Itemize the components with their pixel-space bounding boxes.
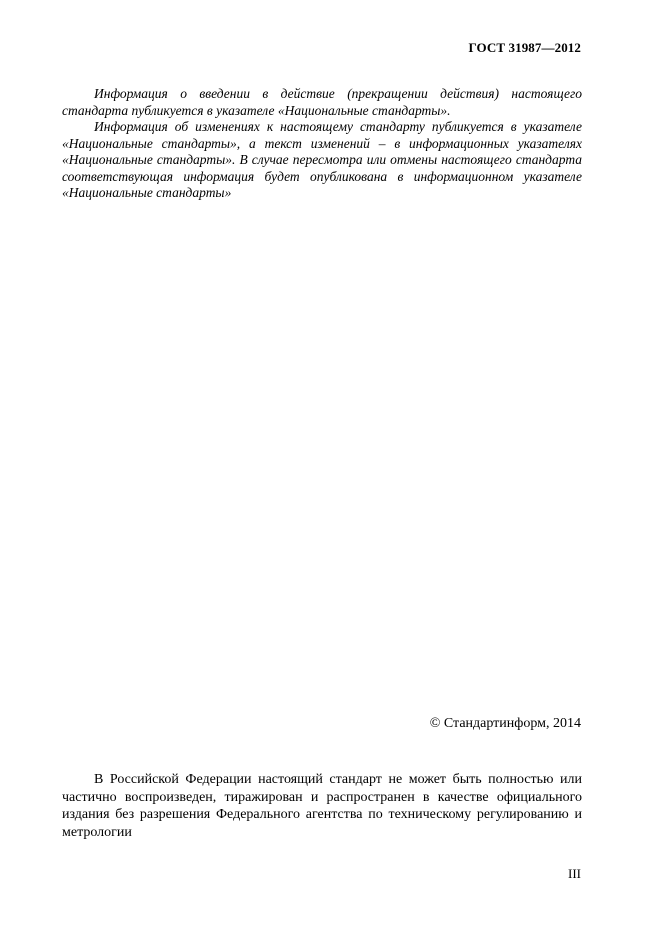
info-paragraph-introduction: Информация о введении в действие (прекращении действия) настоящего стандарта публикуется в указателе «Национальные стандарты».	[62, 86, 582, 118]
copyright-notice: © Стандартинформ, 2014	[429, 716, 581, 731]
info-paragraph-changes: Информация об изменениях к настоящему стандарту публикуется в указателе «Национальные стандарты», а текст изменений – в информационных указателях «Национальные стандарты». В случае пересмотра или отмены настоящего стандарта соответствующая информация будет опубликована в информационном указателе «Национальные стандарты»	[62, 119, 582, 200]
document-code-header: ГОСТ 31987—2012	[468, 40, 581, 55]
reproduction-rights-section	[62, 771, 582, 841]
page-number: III	[568, 866, 581, 881]
rights-paragraph: В Российской Федерации настоящий стандарт не может быть полностью или частично воспроизведен, тиражирован и распространен в качестве официального издания без разрешения Федерального агентства по техническому регулированию и метрологии	[62, 772, 582, 840]
publication-info-section	[62, 86, 582, 202]
